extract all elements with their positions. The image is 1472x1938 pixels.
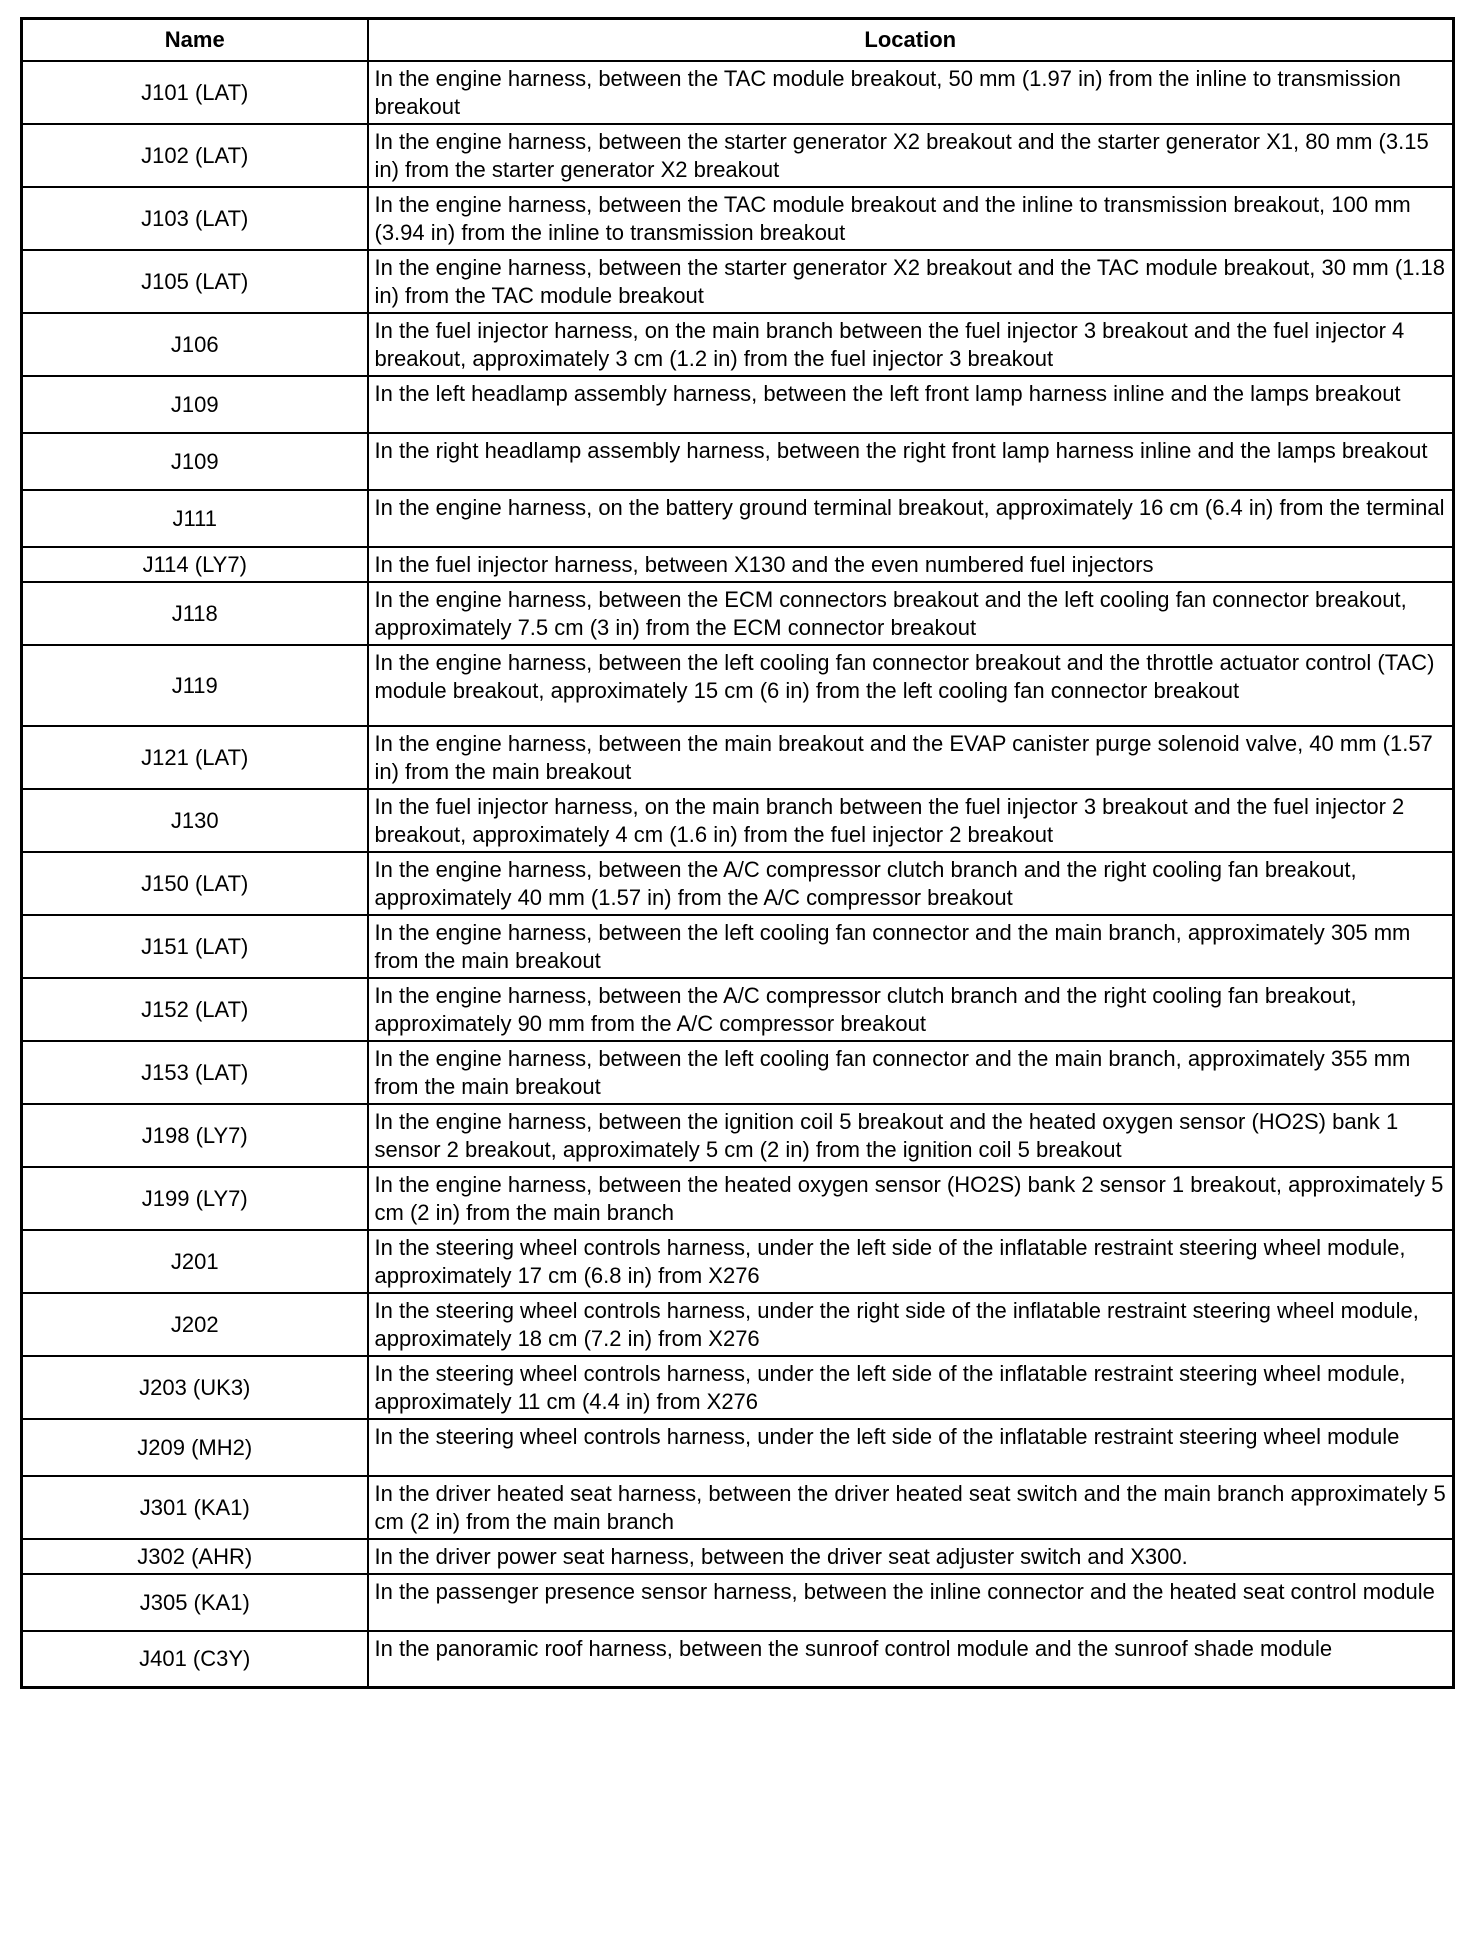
splice-name-cell: J118	[22, 582, 368, 645]
splice-name-cell: J305 (KA1)	[22, 1574, 368, 1631]
splice-location-cell: In the engine harness, between the main breakout and the EVAP canister purge solenoid valve, 40 mm (1.57 in) from the main breakout	[368, 726, 1454, 789]
splice-name-cell: J153 (LAT)	[22, 1041, 368, 1104]
splice-location-cell: In the engine harness, between the starter generator X2 breakout and the TAC module breakout, 30 mm (1.18 in) from the TAC module breakout	[368, 250, 1454, 313]
splice-name-cell: J198 (LY7)	[22, 1104, 368, 1167]
table-row	[22, 547, 1454, 582]
table-row	[22, 313, 1454, 376]
splice-name-cell: J401 (C3Y)	[22, 1631, 368, 1688]
table-row	[22, 490, 1454, 547]
splice-location-cell: In the engine harness, between the TAC module breakout, 50 mm (1.97 in) from the inline to transmission breakout	[368, 61, 1454, 124]
splice-name-cell: J203 (UK3)	[22, 1356, 368, 1419]
table-row	[22, 582, 1454, 645]
header-row	[22, 19, 1454, 61]
splice-location-cell: In the engine harness, between the A/C compressor clutch branch and the right cooling fan breakout, approximately 90 mm from the A/C compressor breakout	[368, 978, 1454, 1041]
table-row	[22, 645, 1454, 726]
splice-name-cell: J152 (LAT)	[22, 978, 368, 1041]
table-row	[22, 1419, 1454, 1476]
splice-location-cell: In the fuel injector harness, between X130 and the even numbered fuel injectors	[368, 547, 1454, 582]
table-row	[22, 61, 1454, 124]
splice-name-cell: J302 (AHR)	[22, 1539, 368, 1574]
splice-name-cell: J111	[22, 490, 368, 547]
splice-location-cell: In the steering wheel controls harness, under the left side of the inflatable restraint steering wheel module	[368, 1419, 1454, 1476]
splice-name-cell: J101 (LAT)	[22, 61, 368, 124]
splice-location-cell: In the engine harness, between the TAC module breakout and the inline to transmission breakout, 100 mm (3.94 in) from the inline to transmission breakout	[368, 187, 1454, 250]
splice-name-cell: J151 (LAT)	[22, 915, 368, 978]
splice-location-cell: In the passenger presence sensor harness, between the inline connector and the heated seat control module	[368, 1574, 1454, 1631]
splice-name-cell: J199 (LY7)	[22, 1167, 368, 1230]
splice-location-cell: In the engine harness, on the battery ground terminal breakout, approximately 16 cm (6.4 in) from the terminal	[368, 490, 1454, 547]
table-row	[22, 915, 1454, 978]
table-row	[22, 250, 1454, 313]
splice-name-cell: J301 (KA1)	[22, 1476, 368, 1539]
location-column-header: Location	[368, 19, 1454, 61]
splice-location-cell: In the engine harness, between the left cooling fan connector and the main branch, approximately 305 mm from the main breakout	[368, 915, 1454, 978]
table-row	[22, 789, 1454, 852]
table-row	[22, 1356, 1454, 1419]
splice-location-cell: In the steering wheel controls harness, under the left side of the inflatable restraint steering wheel module, approximately 11 cm (4.4 in) from X276	[368, 1356, 1454, 1419]
splice-location-cell: In the right headlamp assembly harness, between the right front lamp harness inline and the lamps breakout	[368, 433, 1454, 490]
table-row	[22, 1230, 1454, 1293]
name-column-header: Name	[22, 19, 368, 61]
splice-location-cell: In the fuel injector harness, on the main branch between the fuel injector 3 breakout and the fuel injector 2 breakout, approximately 4 cm (1.6 in) from the fuel injector 2 breakout	[368, 789, 1454, 852]
table-row	[22, 1476, 1454, 1539]
splice-location-table	[20, 17, 1455, 1689]
splice-name-cell: J201	[22, 1230, 368, 1293]
splice-location-cell: In the panoramic roof harness, between the sunroof control module and the sunroof shade module	[368, 1631, 1454, 1688]
table-row	[22, 726, 1454, 789]
splice-name-cell: J103 (LAT)	[22, 187, 368, 250]
table-row	[22, 852, 1454, 915]
table-row	[22, 124, 1454, 187]
splice-location-cell: In the driver heated seat harness, between the driver heated seat switch and the main branch approximately 5 cm (2 in) from the main branch	[368, 1476, 1454, 1539]
table-row	[22, 1539, 1454, 1574]
splice-location-cell: In the engine harness, between the starter generator X2 breakout and the starter generator X1, 80 mm (3.15 in) from the starter generator X2 breakout	[368, 124, 1454, 187]
splice-location-cell: In the engine harness, between the left cooling fan connector breakout and the throttle actuator control (TAC) module breakout, approximately 15 cm (6 in) from the left cooling fan connector breakout	[368, 645, 1454, 726]
splice-name-cell: J114 (LY7)	[22, 547, 368, 582]
splice-location-cell: In the left headlamp assembly harness, between the left front lamp harness inline and the lamps breakout	[368, 376, 1454, 433]
splice-location-cell: In the steering wheel controls harness, under the right side of the inflatable restraint steering wheel module, approximately 18 cm (7.2 in) from X276	[368, 1293, 1454, 1356]
splice-location-cell: In the engine harness, between the left cooling fan connector and the main branch, approximately 355 mm from the main breakout	[368, 1041, 1454, 1104]
table-row	[22, 1167, 1454, 1230]
splice-name-cell: J121 (LAT)	[22, 726, 368, 789]
table-row	[22, 1631, 1454, 1688]
splice-name-cell: J119	[22, 645, 368, 726]
table-row	[22, 1293, 1454, 1356]
splice-name-cell: J102 (LAT)	[22, 124, 368, 187]
splice-name-cell: J209 (MH2)	[22, 1419, 368, 1476]
splice-location-cell: In the engine harness, between the ECM connectors breakout and the left cooling fan connector breakout, approximately 7.5 cm (3 in) from the ECM connector breakout	[368, 582, 1454, 645]
splice-location-cell: In the fuel injector harness, on the main branch between the fuel injector 3 breakout and the fuel injector 4 breakout, approximately 3 cm (1.2 in) from the fuel injector 3 breakout	[368, 313, 1454, 376]
splice-name-cell: J105 (LAT)	[22, 250, 368, 313]
table-body	[22, 61, 1454, 1688]
splice-location-cell: In the engine harness, between the A/C compressor clutch branch and the right cooling fan breakout, approximately 40 mm (1.57 in) from the A/C compressor breakout	[368, 852, 1454, 915]
splice-name-cell: J109	[22, 376, 368, 433]
splice-name-cell: J150 (LAT)	[22, 852, 368, 915]
splice-name-cell: J130	[22, 789, 368, 852]
table-row	[22, 1041, 1454, 1104]
splice-name-cell: J106	[22, 313, 368, 376]
splice-location-cell: In the engine harness, between the ignition coil 5 breakout and the heated oxygen sensor (HO2S) bank 1 sensor 2 breakout, approximately 5 cm (2 in) from the ignition coil 5 breakout	[368, 1104, 1454, 1167]
splice-name-cell: J109	[22, 433, 368, 490]
splice-location-cell: In the steering wheel controls harness, under the left side of the inflatable restraint steering wheel module, approximately 17 cm (6.8 in) from X276	[368, 1230, 1454, 1293]
table-row	[22, 1574, 1454, 1631]
table-row	[22, 1104, 1454, 1167]
table-row	[22, 187, 1454, 250]
table-row	[22, 433, 1454, 490]
splice-location-cell: In the driver power seat harness, between the driver seat adjuster switch and X300.	[368, 1539, 1454, 1574]
table-row	[22, 978, 1454, 1041]
splice-name-cell: J202	[22, 1293, 368, 1356]
table-row	[22, 376, 1454, 433]
splice-location-cell: In the engine harness, between the heated oxygen sensor (HO2S) bank 2 sensor 1 breakout, approximately 5 cm (2 in) from the main branch	[368, 1167, 1454, 1230]
